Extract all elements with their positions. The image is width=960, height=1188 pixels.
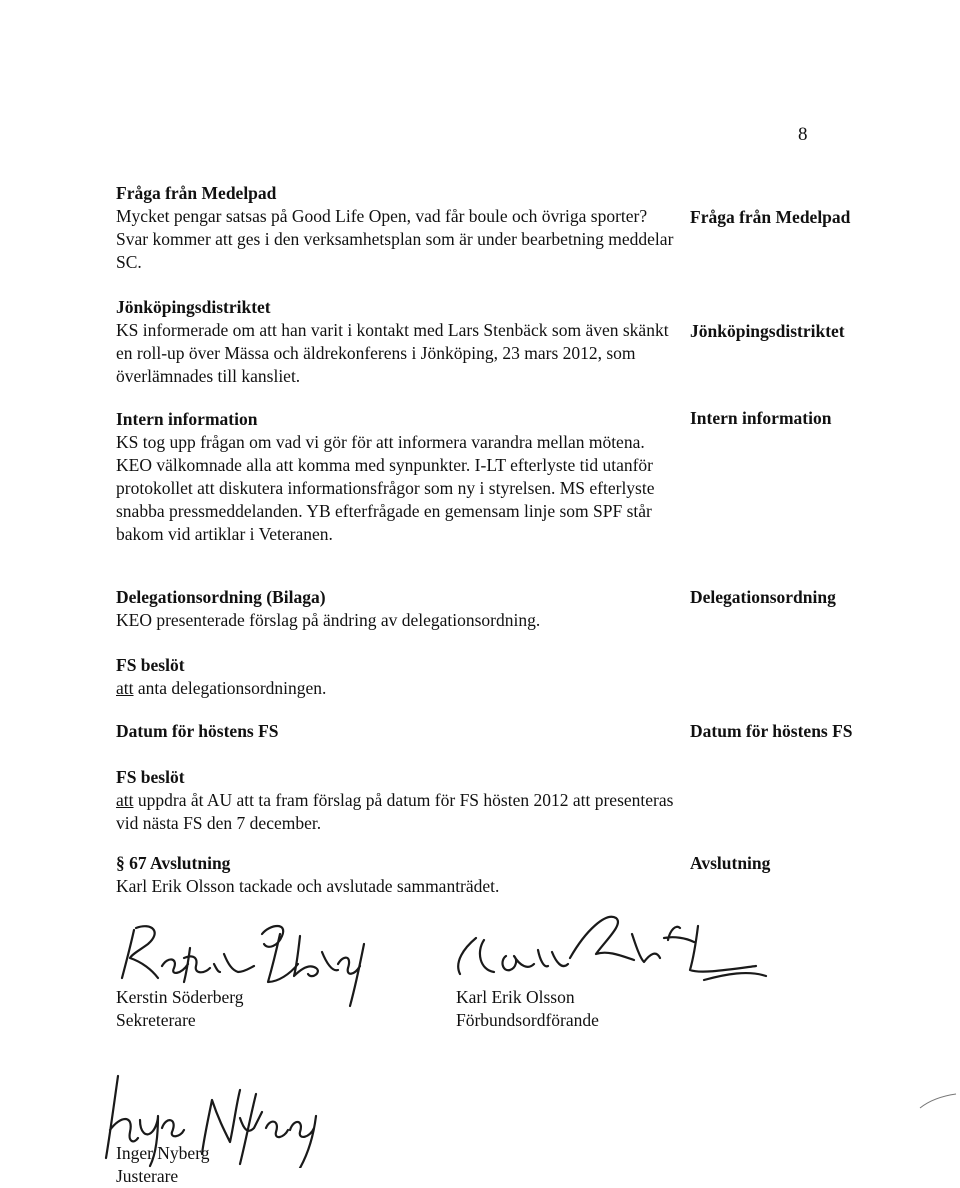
section-text — [116, 677, 676, 700]
signer-name-secretary: Kerstin Söderberg — [116, 987, 244, 1007]
section-intern — [116, 408, 676, 546]
section-avslutning — [116, 852, 676, 898]
signer-name-chair: Karl Erik Olsson — [456, 987, 575, 1007]
margin-note-intern: Intern information — [690, 408, 832, 428]
section-jonkoping — [116, 296, 676, 388]
section-text: KS informerade om att han varit i kontakt med Lars Stenbäck som även skänkt en roll-up över Mässa och äldrekonferens i Jönköping, 23 mars 2012, som överlämnades till kansliet. — [116, 320, 669, 386]
signer-role-adjuster: Justerare — [116, 1166, 179, 1186]
decision-text: anta delegationsordningen. — [133, 678, 327, 698]
section-heading: FS beslöt — [116, 767, 185, 787]
margin-note-medelpad: Fråga från Medelpad — [690, 207, 851, 227]
att-word: att — [116, 678, 134, 698]
section-heading: Delegationsordning (Bilaga) — [116, 587, 326, 607]
section-heading: Datum för höstens FS — [116, 721, 279, 741]
section-decision-1 — [116, 654, 676, 700]
scan-artifact — [918, 1088, 958, 1118]
att-word: att — [116, 790, 134, 810]
section-text: Mycket pengar satsas på Good Life Open, vad får boule och övriga sporter? Svar kommer att ges i den verksamhetsplan som är under bearbetning meddelar SC. — [116, 206, 674, 272]
section-datum — [116, 720, 676, 743]
section-heading: § 67 Avslutning — [116, 853, 231, 873]
signer-name-adjuster: Inger Nyberg — [116, 1143, 210, 1163]
margin-note-delegation: Delegationsordning — [690, 587, 836, 607]
section-text — [116, 789, 676, 835]
section-text: KEO presenterade förslag på ändring av delegationsordning. — [116, 610, 541, 630]
signer-role-chair: Förbundsordförande — [456, 1010, 599, 1030]
section-heading: Fråga från Medelpad — [116, 183, 277, 203]
section-text: Karl Erik Olsson tackade och avslutade sammanträdet. — [116, 876, 500, 896]
section-decision-2 — [116, 766, 676, 835]
decision-text: uppdra åt AU att ta fram förslag på datum för FS hösten 2012 att presenteras vid nästa FS den 7 december. — [116, 790, 674, 833]
section-medelpad — [116, 182, 676, 274]
margin-note-jonkoping: Jönköpingsdistriktet — [690, 321, 845, 341]
section-text: KS tog upp frågan om vad vi gör för att informera varandra mellan mötena. KEO välkomnade alla att komma med synpunkter. I-LT efterlyste tid utanför protokollet att diskutera informationsfrågor som ny i styrelsen. MS efterlyste snabba pressmeddelanden. YB efterfrågade en gemensam linje som SPF står bakom vid artiklar i Veteranen. — [116, 432, 655, 544]
margin-note-avslutning: Avslutning — [690, 853, 771, 873]
margin-note-datum: Datum för höstens FS — [690, 721, 853, 741]
section-heading: Intern information — [116, 409, 258, 429]
section-heading: FS beslöt — [116, 655, 185, 675]
page-number: 8 — [798, 124, 808, 145]
signature-chair — [436, 900, 776, 990]
signer-role-secretary: Sekreterare — [116, 1010, 196, 1030]
section-heading: Jönköpingsdistriktet — [116, 297, 271, 317]
section-delegation — [116, 586, 676, 632]
